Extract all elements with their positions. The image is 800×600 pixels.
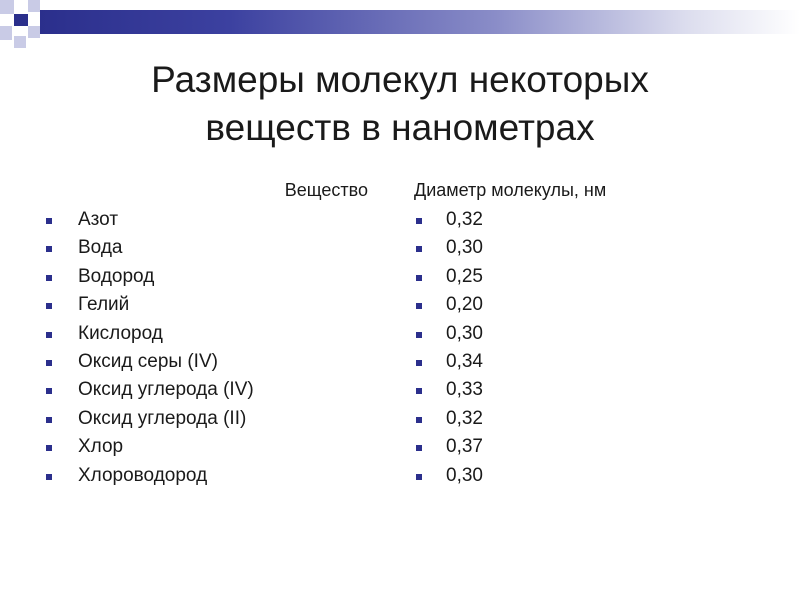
- diameter-value: 0,30: [446, 464, 483, 486]
- deco-square: [14, 36, 26, 48]
- list-item: [410, 405, 730, 433]
- deco-square: [0, 26, 12, 40]
- list-item: [40, 263, 380, 291]
- list-item: [40, 291, 380, 319]
- square-bullet-icon: [46, 275, 52, 281]
- square-bullet-icon: [46, 360, 52, 366]
- list-item: [410, 348, 730, 376]
- list-item: [40, 348, 380, 376]
- deco-square: [14, 14, 28, 26]
- square-bullet-icon: [416, 445, 422, 451]
- list-item: [40, 206, 380, 234]
- header-gradient-bar: [40, 10, 800, 34]
- square-bullet-icon: [46, 474, 52, 480]
- square-bullet-icon: [46, 303, 52, 309]
- list-item: [40, 320, 380, 348]
- deco-square: [28, 0, 40, 12]
- list-item: [410, 376, 730, 404]
- diameter-value: 0,37: [446, 436, 483, 458]
- title-line-1: Размеры молекул некоторых: [151, 59, 649, 100]
- square-bullet-icon: [416, 474, 422, 480]
- diameter-value: 0,25: [446, 265, 483, 287]
- substance-label: Вода: [78, 237, 123, 259]
- list-item: [410, 234, 730, 262]
- diameter-value: 0,34: [446, 350, 483, 372]
- substance-label: Хлор: [78, 436, 124, 458]
- substance-column: [40, 178, 380, 490]
- square-bullet-icon: [46, 218, 52, 224]
- substance-label: Оксид серы (IV): [78, 350, 218, 372]
- list-item: [410, 462, 730, 490]
- list-item: [410, 206, 730, 234]
- diameter-value: 0,32: [446, 407, 483, 429]
- square-bullet-icon: [416, 303, 422, 309]
- substance-label: Кислород: [78, 322, 163, 344]
- deco-square: [0, 0, 14, 14]
- list-item: [410, 291, 730, 319]
- substance-label: Водород: [78, 265, 155, 287]
- diameter-header: Диаметр молекулы, нм: [414, 180, 607, 200]
- list-item: [40, 433, 380, 461]
- diameter-value: 0,32: [446, 209, 483, 230]
- list-item: [40, 462, 380, 490]
- substance-label: Гелий: [78, 294, 130, 316]
- square-bullet-icon: [416, 360, 422, 366]
- substance-label: Хлороводород: [78, 464, 208, 486]
- square-bullet-icon: [46, 332, 52, 338]
- list-item: [40, 234, 380, 262]
- substance-label: Оксид углерода (IV): [78, 379, 254, 401]
- diameter-value: 0,30: [446, 322, 483, 344]
- list-item: [410, 433, 730, 461]
- slide-title: [0, 56, 800, 152]
- square-bullet-icon: [46, 445, 52, 451]
- diameter-value: 0,20: [446, 294, 483, 316]
- list-item: [40, 376, 380, 404]
- substance-label: Азот: [78, 209, 119, 230]
- diameter-list: [410, 206, 730, 490]
- substance-label: Оксид углерода (II): [78, 407, 247, 429]
- diameter-column: [410, 178, 730, 490]
- title-line-2: веществ в нанометрах: [205, 107, 595, 148]
- square-bullet-icon: [416, 388, 422, 394]
- diameter-value: 0,33: [446, 379, 483, 401]
- square-bullet-icon: [416, 417, 422, 423]
- square-bullet-icon: [416, 275, 422, 281]
- list-item: [410, 320, 730, 348]
- square-bullet-icon: [416, 218, 422, 224]
- square-bullet-icon: [46, 246, 52, 252]
- square-bullet-icon: [416, 246, 422, 252]
- diameter-value: 0,30: [446, 237, 483, 259]
- substance-header: Вещество: [284, 180, 368, 200]
- square-bullet-icon: [46, 417, 52, 423]
- substance-list: [40, 206, 380, 490]
- deco-square: [28, 26, 40, 38]
- square-bullet-icon: [46, 388, 52, 394]
- list-item: [410, 263, 730, 291]
- list-item: [40, 405, 380, 433]
- square-bullet-icon: [416, 332, 422, 338]
